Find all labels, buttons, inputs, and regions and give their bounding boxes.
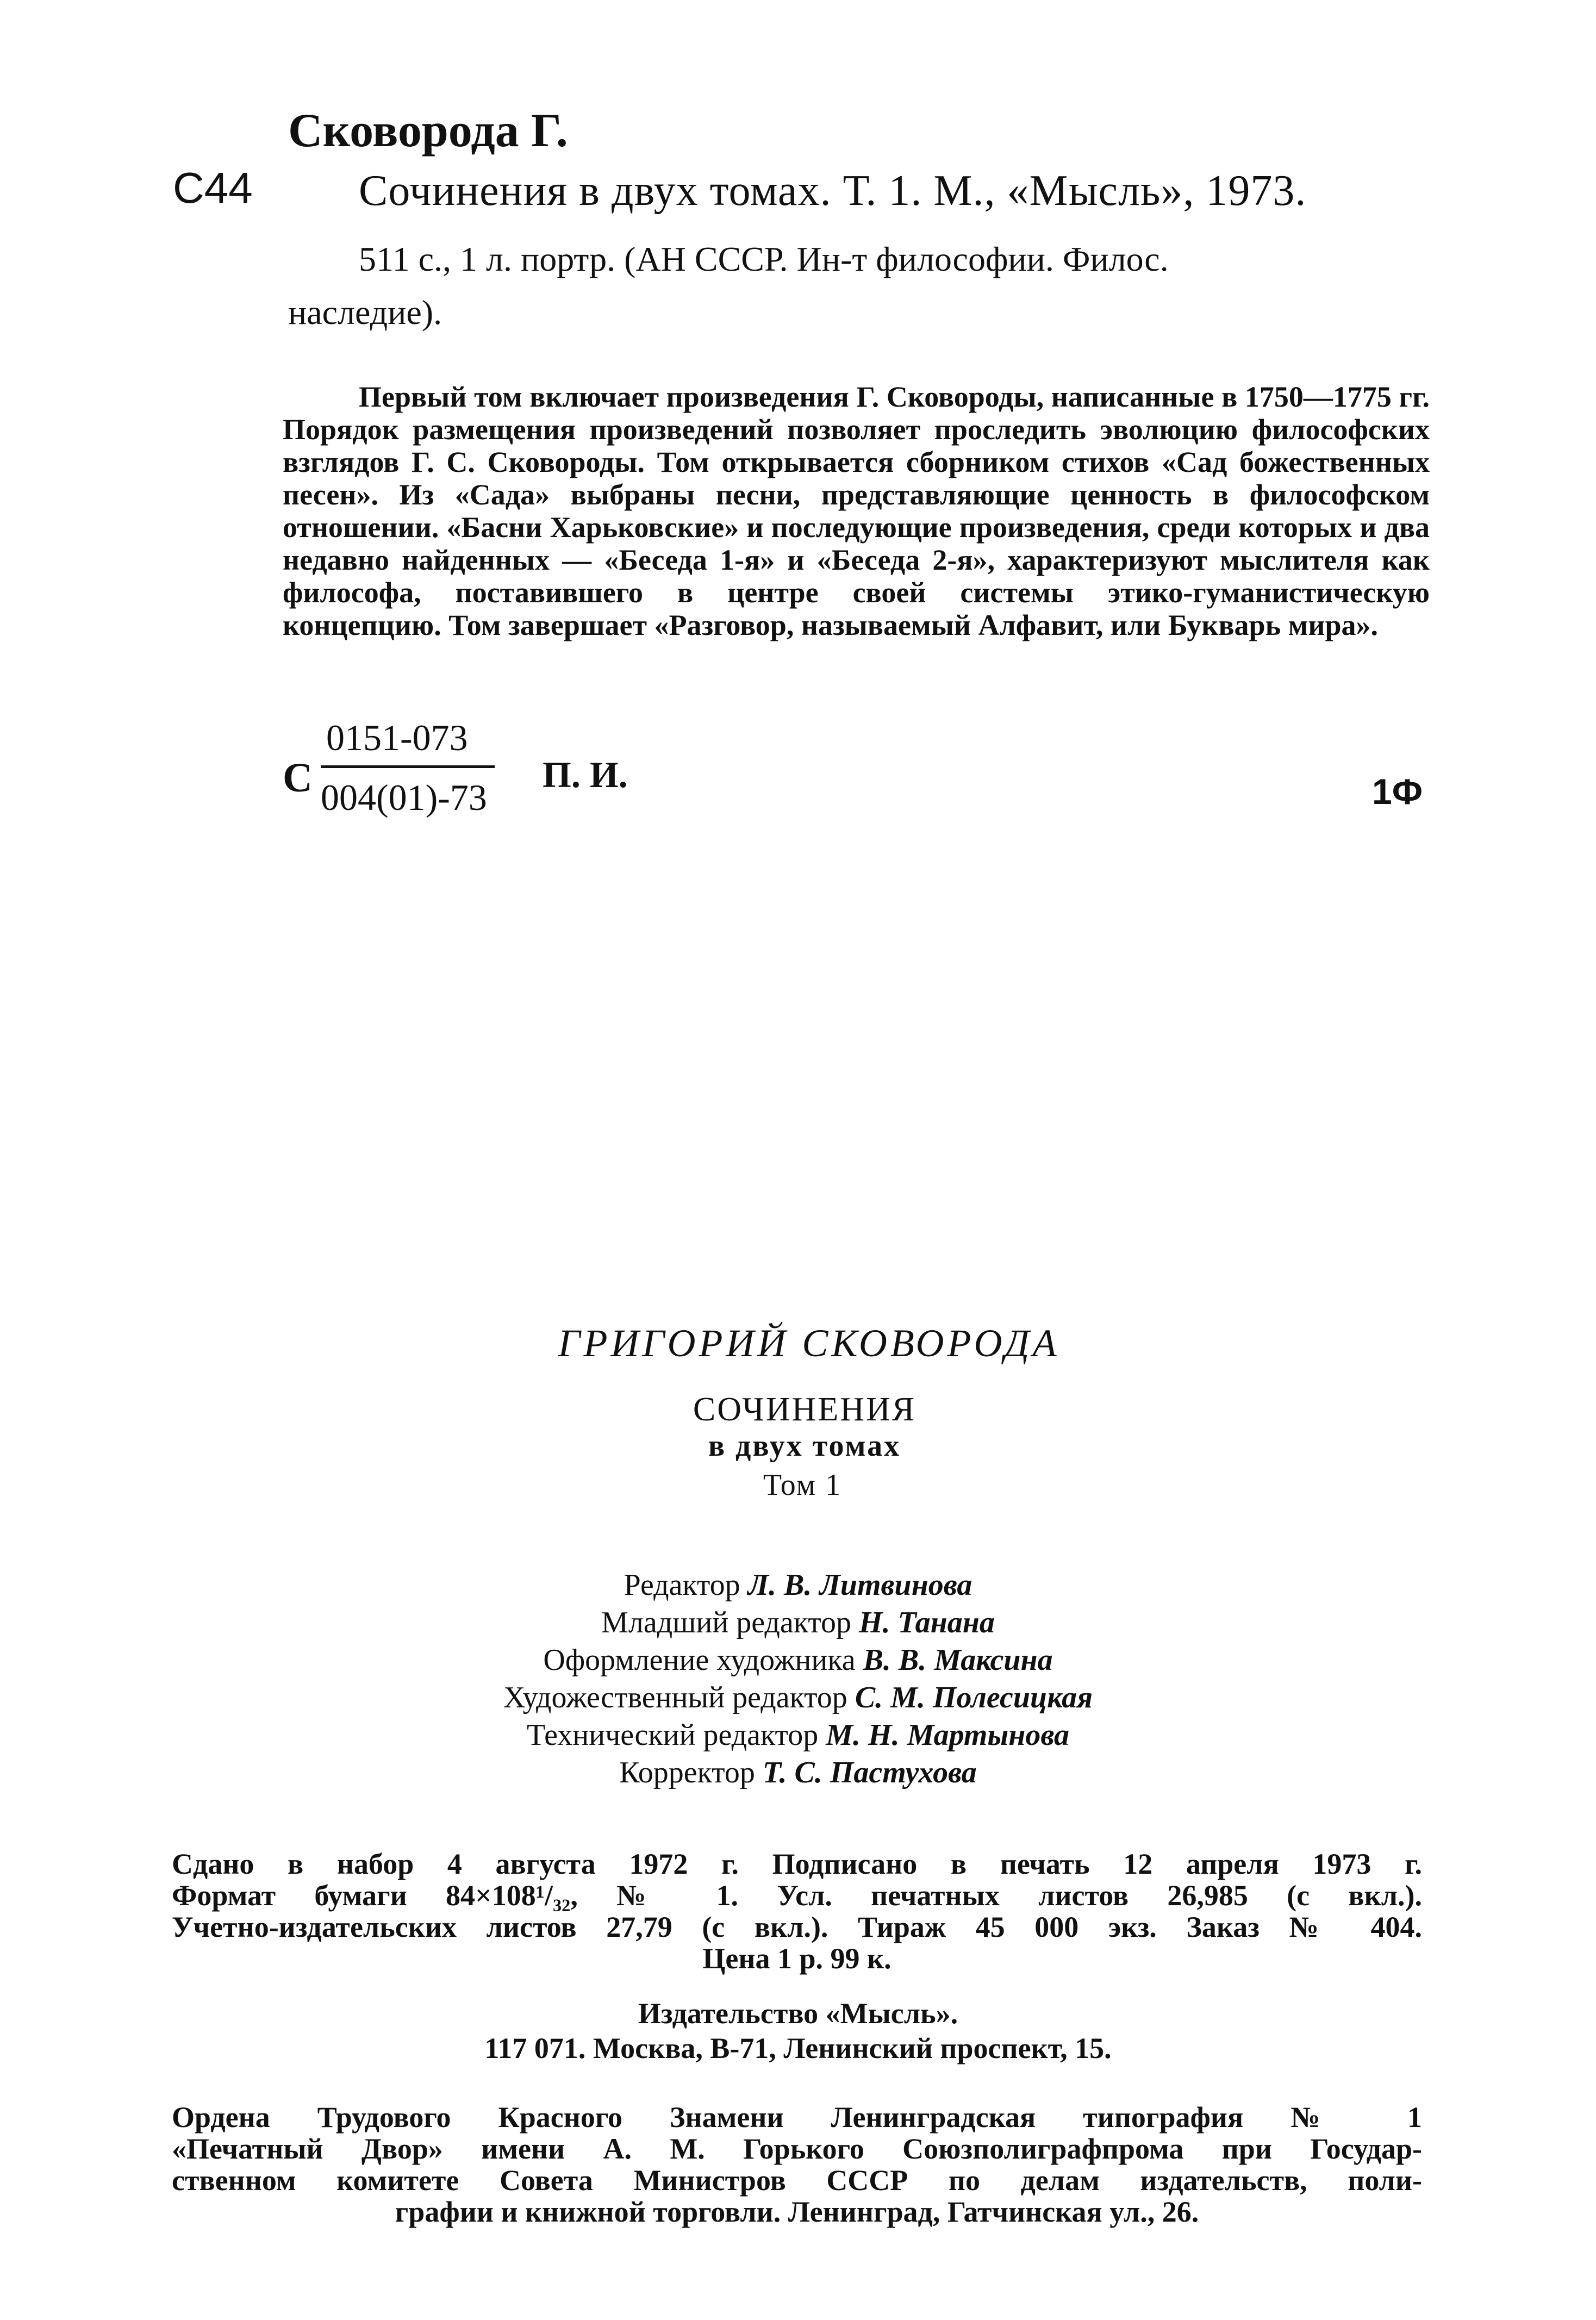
catalog-description-line-1: 511 с., 1 л. портр. (АН СССР. Ин-т философии. Филос. [359, 240, 1169, 278]
staff-name: Т. С. Пастухова [762, 1756, 977, 1789]
print-info [172, 1848, 1422, 1974]
book-volume: Том 1 [763, 1468, 842, 1502]
staff-name: Л. В. Литвинова [747, 1568, 972, 1602]
staff-line [0, 1604, 1596, 1642]
staff-role: Редактор [624, 1568, 740, 1602]
printing-house [172, 2101, 1422, 2228]
catalog-author: Сковорода Г. [288, 104, 568, 157]
staff-role: Младший редактор [601, 1606, 851, 1639]
staff-line [0, 1642, 1596, 1679]
publisher-name: Издательство «Мысль». [638, 1997, 958, 2030]
staff-line [0, 1679, 1596, 1717]
print-info-price: Цена 1 р. 99 к. [702, 1942, 891, 1975]
index-denominator: 004(01)-73 [321, 777, 487, 818]
staff-line [0, 1754, 1596, 1792]
catalog-title-line: Сочинения в двух томах. Т. 1. М., «Мысль», 1973. [359, 167, 1307, 215]
staff-role: Оформление художника [543, 1643, 856, 1677]
staff-role: Технический редактор [527, 1718, 819, 1752]
printing-house-line: «Печатный Двор» имени А. М. Горького Союзполиграфпрома при Государ- [172, 2132, 1422, 2165]
printing-house-line: ственном комитете Совета Министров СССР по делам издательств, поли- [172, 2164, 1422, 2197]
index-numerator: 0151-073 [326, 717, 468, 758]
staff-name: Н. Танана [858, 1606, 995, 1639]
print-info-line: Формат бумаги 84×108¹/₃₂, № 1. Усл. печатных листов 26,985 (с вкл.). [172, 1879, 1422, 1912]
catalog-description [288, 233, 1451, 339]
book-title: СОЧИНЕНИЯ [693, 1391, 917, 1428]
index-suffix: П. И. [543, 754, 628, 795]
staff-name: С. М. Полесицкая [855, 1681, 1093, 1714]
catalog-description-line-2: наследие). [288, 293, 442, 332]
publisher-address: 117 071. Москва, В-71, Ленинский проспект, 15. [484, 2032, 1112, 2065]
classification-index: 1Ф [1372, 771, 1423, 812]
catalog-code: С44 [173, 164, 253, 212]
staff-name: М. Н. Мартынова [826, 1718, 1069, 1752]
staff-role: Корректор [619, 1756, 755, 1789]
staff-name: В. В. Максина [863, 1643, 1053, 1677]
annotation-paragraph [283, 381, 1430, 641]
staff-line [0, 1717, 1596, 1754]
book-author: ГРИГОРИЙ СКОВОРОДА [558, 1321, 1060, 1365]
annotation-text: Первый том включает произведения Г. Сковороды, написанные в 1750—1775 гг. Порядок размещения произведений позволяет проследить эволюцию философских взглядов Г. С. Сковороды. Том открывается сборником стихов «Сад божественных песен». Из «Сада» выбраны песни, представляющие ценность в философском отношении. «Басни Харьковские» и последующие произведения, среди которых и два недавно найденных — «Беседа 1-я» и «Беседа 2-я», характеризуют мыслителя как философа, поставившего в центре своей системы этико-гуманистическую концепцию. Том завершает «Разговор, называемый Алфавит, или Букварь мира». [283, 381, 1430, 641]
staff-credits [0, 1567, 1596, 1792]
index-fraction-bar [321, 765, 495, 768]
print-info-line: Учетно-издательских листов 27,79 (с вкл.). Тираж 45 000 экз. Заказ № 404. [172, 1911, 1422, 1943]
staff-role: Художественный редактор [503, 1681, 847, 1714]
book-subtitle: в двух томах [708, 1429, 901, 1463]
print-info-line: Сдано в набор 4 августа 1972 г. Подписано в печать 12 апреля 1973 г. [172, 1848, 1422, 1880]
printing-house-line: графии и книжной торговли. Ленинград, Гатчинская ул., 26. [395, 2196, 1199, 2228]
printing-house-line: Ордена Трудового Красного Знамени Ленинградская типография № 1 [172, 2101, 1422, 2134]
index-letter: С [283, 755, 313, 801]
staff-line [0, 1567, 1596, 1604]
publisher-block [0, 1996, 1596, 2066]
